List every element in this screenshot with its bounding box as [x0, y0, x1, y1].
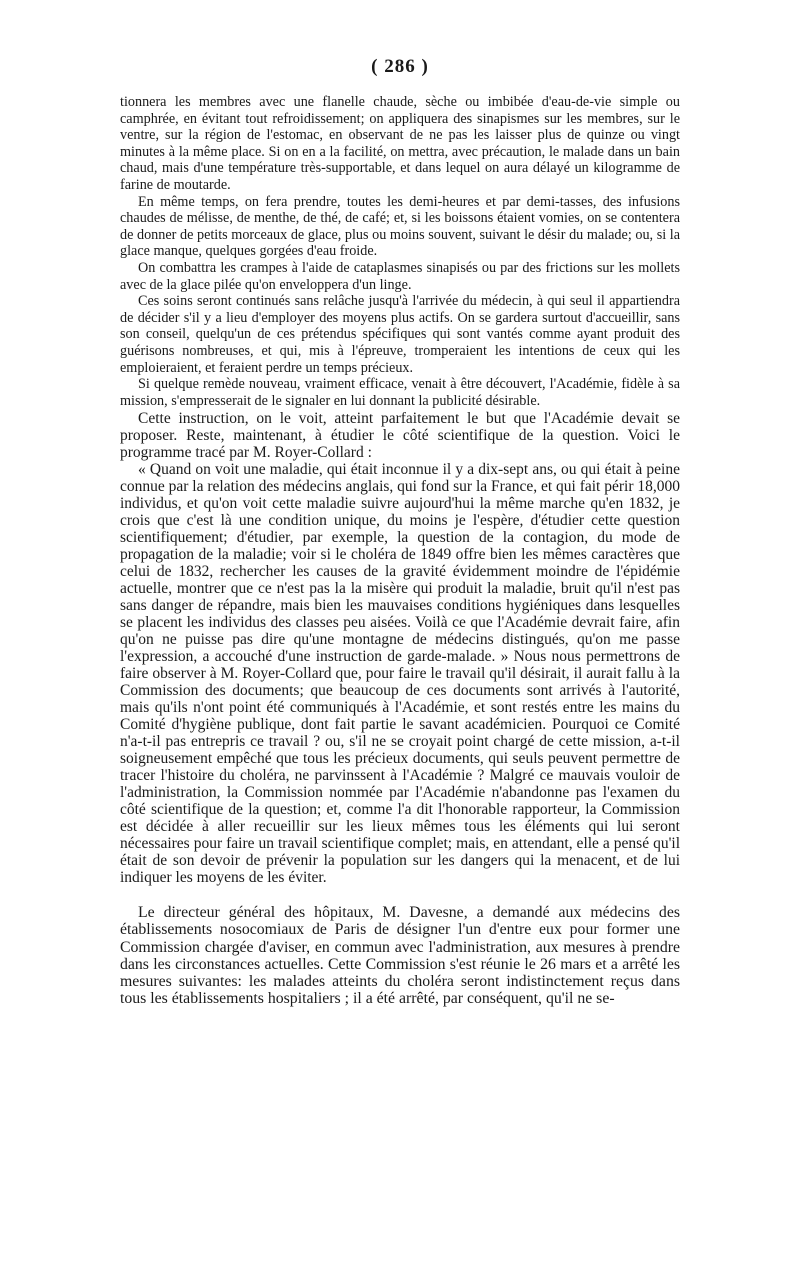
paragraph: Si quelque remède nouveau, vraiment efficace, venait à être découvert, l'Académie, fidèle à sa mission, s'empresserait de le signaler en lui donnant la publicité désirable.: [120, 376, 680, 409]
paragraph: En même temps, on fera prendre, toutes les demi-heures et par demi-tasses, des infusions chaudes de mélisse, de menthe, de thé, de café; et, si les boissons étaient vomies, on se contentera de donner de petits morceaux de glace, plus ou moins souvent, suivant le désir du malade; ou, si la glace manque, quelques gorgées d'eau froide.: [120, 193, 680, 260]
paragraph: Ces soins seront continués sans relâche jusqu'à l'arrivée du médecin, à qui seul il appartiendra de décider s'il y a lieu d'employer des moyens plus actifs. On se gardera surtout d'accueillir, sans son conseil, quelqu'un de ces prétendus spécifiques qui sont vantés comme ayant produit des guérisons nombreuses, et qui, mis à l'épreuve, tromperaient les intentions de ceux qui les emploieraient, et feraient perdre un temps précieux.: [120, 293, 680, 376]
page-number: ( 286 ): [371, 56, 429, 77]
paragraph: Cette instruction, on le voit, atteint parfaitement le but que l'Académie devait se proposer. Reste, maintenant, à étudier le côté scientifique de la question. Voici le programme tracé par M. Royer-Collard :: [120, 410, 680, 462]
paragraph: On combattra les crampes à l'aide de cataplasmes sinapisés ou par des frictions sur les mollets avec de la glace pilée qu'on enveloppera d'un linge.: [120, 259, 680, 293]
section-commentary: [120, 410, 680, 886]
section-hospitals: [120, 904, 680, 1007]
page-body: [120, 56, 680, 1008]
section-instructions: [120, 94, 680, 409]
paragraph: « Quand on voit une maladie, qui était inconnue il y a dix-sept ans, ou qui était à peine connue par la relation des médecins anglais, qui fond sur la France, et qui fait périr 18,000 individus, et qu'on voit cette maladie suivre aujourd'hui la même marche qu'en 1832, je crois que c'est là une condition unique, du moins je l'espère, d'étudier cette question scientifiquement; d'étudier, par exemple, la question de la contagion, du mode de propagation de la maladie; voir si le choléra de 1849 offre bien les mêmes caractères que celui de 1832, rechercher les causes de la gravité évidemment moindre de l'épidémie actuelle, montrer que ce n'est pas la la misère qui produit la maladie, bruit qu'il n'est pas sans danger de répandre, mais bien les mauvaises conditions hygiéniques dans lesquelles se placent les individus des classes peu aisées. Voilà ce que l'Académie devrait faire, afin qu'on ne puisse pas dire qu'une montagne de médecins distingués, qu'on me passe l'expression, a accouché d'une instruction de garde-malade. » Nous nous permettrons de faire observer à M. Royer-Collard que, pour faire le travail qu'il désirait, il aurait fallu à la Commission des documents; que beaucoup de ces documents sont arrivés à l'autorité, mais qu'ils n'ont point été communiqués à l'Académie, et sont restés entre les mains du Comité d'hygiène publique, dont fait partie le savant académicien. Pourquoi ce Comité n'a-t-il pas entrepris ce travail ? ou, s'il ne se croyait point chargé de cette mission, a-t-il soigneusement empêché que tous les précieux documents, qui seuls peuvent permettre de tracer l'histoire du choléra, ne parvinssent à l'Académie ? Malgré ce mauvais vouloir de l'administration, la Commission nommée par l'Académie n'abandonne pas l'examen du côté scientifique de la question; et, comme l'a dit l'honorable rapporteur, la Commission est décidée à aller recueillir sur les lieux mêmes tous les éléments qui lui seront nécessaires pour faire un travail scientifique complet; mais, en attendant, elle a pensé qu'il était de son devoir de prévenir la population sur les dangers qui la menacent, et de lui indiquer les moyens de les éviter.: [120, 461, 680, 887]
paragraph: Le directeur général des hôpitaux, M. Davesne, a demandé aux médecins des établissements nosocomiaux de Paris de désigner l'un d'entre eux pour former une Commission chargée d'aviser, en commun avec l'administration, aux mesures à prendre dans les circonstances actuelles. Cette Commission s'est réunie le 26 mars et a arrêté les mesures suivantes: les malades atteints du choléra seront indistinctement reçus dans tous les établissements hospitaliers ; il a été arrêté, par conséquent, qu'il ne se-: [120, 904, 680, 1008]
paragraph: tionnera les membres avec une flanelle chaude, sèche ou imbibée d'eau-de-vie simple ou camphrée, en évitant tout refroidissement; on appliquera des sinapismes sur les membres, sur le ventre, sur la région de l'estomac, en observant de ne pas les laisser plus de quinze ou vingt minutes à la même place. Si on en a la facilité, on mettra, avec précaution, le malade dans un bain chaud, mais d'une température très-supportable, et dans lequel on aura délayé un kilogramme de farine de moutarde.: [120, 94, 680, 193]
